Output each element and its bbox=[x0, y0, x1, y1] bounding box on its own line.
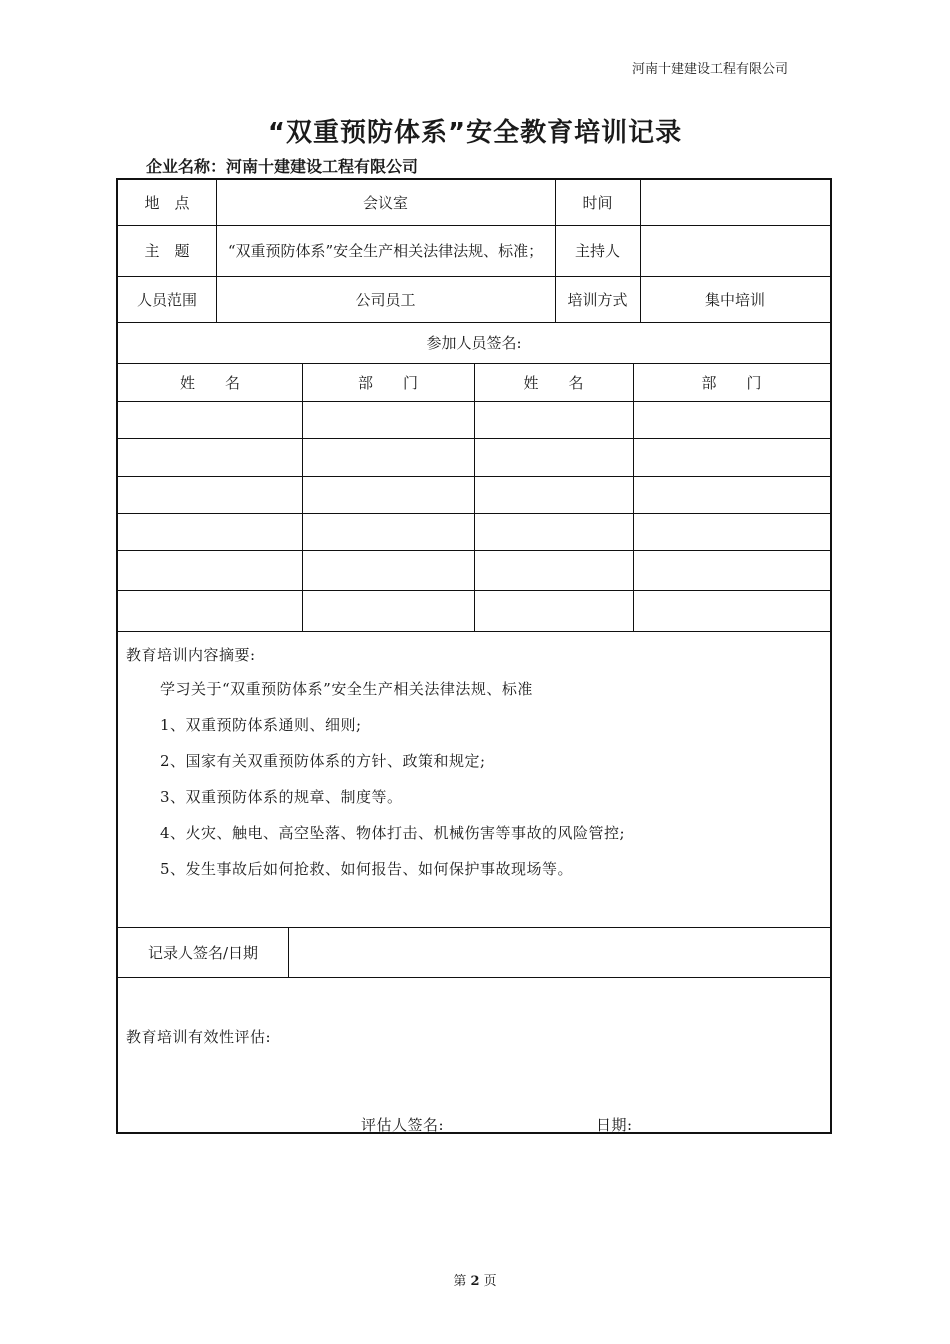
attendee-header-name: 姓 名 bbox=[523, 373, 584, 392]
summary-label: 教育培训内容摘要: bbox=[126, 646, 256, 664]
assessor-signature-label: 评估人签名: bbox=[361, 1116, 445, 1134]
attendee-header-department: 部 门 bbox=[357, 373, 418, 392]
attendee-name-cell[interactable] bbox=[118, 402, 302, 438]
summary-line: 5、发生事故后如何抢救、如何报告、如何保护事故现场等。 bbox=[160, 860, 574, 878]
scope-value[interactable]: 公司员工 bbox=[355, 290, 416, 309]
attendee-name-cell[interactable] bbox=[474, 439, 633, 476]
attendee-department-cell[interactable] bbox=[302, 402, 474, 438]
attendee-name-cell[interactable] bbox=[118, 514, 302, 550]
document-title: “双重预防体系”安全教育培训记录 bbox=[267, 118, 683, 148]
page-suffix: 页 bbox=[483, 1274, 497, 1289]
attendee-name-cell[interactable] bbox=[474, 551, 633, 590]
attendee-name-cell[interactable] bbox=[474, 514, 633, 550]
attendee-name-cell[interactable] bbox=[118, 477, 302, 513]
method-label: 培训方式 bbox=[567, 290, 628, 309]
location-value[interactable]: 会议室 bbox=[362, 193, 408, 212]
attendee-header-department: 部 门 bbox=[701, 373, 762, 392]
evaluation-label: 教育培训有效性评估: bbox=[126, 1028, 272, 1046]
recorder-signature-field[interactable] bbox=[288, 928, 830, 977]
time-label: 时间 bbox=[582, 193, 613, 212]
attendee-department-cell[interactable] bbox=[633, 439, 830, 476]
attendee-department-cell[interactable] bbox=[302, 477, 474, 513]
summary-line: 1、双重预防体系通则、细则; bbox=[160, 716, 362, 734]
host-label: 主持人 bbox=[574, 242, 620, 260]
host-value[interactable] bbox=[640, 226, 830, 276]
attendee-department-cell[interactable] bbox=[633, 402, 830, 438]
attendee-name-cell[interactable] bbox=[118, 439, 302, 476]
attendee-name-cell[interactable] bbox=[118, 591, 302, 631]
attendee-name-cell[interactable] bbox=[474, 402, 633, 438]
page-number-value: 2 bbox=[470, 1274, 480, 1289]
attendee-department-cell[interactable] bbox=[302, 551, 474, 590]
attendee-name-cell[interactable] bbox=[474, 477, 633, 513]
attendee-header-name: 姓 名 bbox=[179, 373, 240, 392]
attendee-department-cell[interactable] bbox=[302, 439, 474, 476]
recorder-label: 记录人签名/日期 bbox=[147, 943, 259, 962]
method-value[interactable]: 集中培训 bbox=[704, 290, 765, 309]
attendee-department-cell[interactable] bbox=[633, 514, 830, 550]
page-number bbox=[0, 1270, 950, 1289]
record-table bbox=[116, 178, 832, 1134]
scope-label: 人员范围 bbox=[136, 290, 197, 309]
topic-value[interactable]: “双重预防体系”安全生产相关法律法规、标准； bbox=[227, 242, 544, 260]
attendee-name-cell[interactable] bbox=[474, 591, 633, 631]
attendee-department-cell[interactable] bbox=[302, 514, 474, 550]
topic-label: 主 题 bbox=[144, 242, 190, 260]
attendee-department-cell[interactable] bbox=[302, 591, 474, 631]
header-company-name: 河南十建建设工程有限公司 bbox=[631, 62, 788, 77]
attendee-department-cell[interactable] bbox=[633, 591, 830, 631]
company-name-line: 企业名称：河南十建建设工程有限公司 bbox=[146, 157, 419, 176]
time-value[interactable] bbox=[640, 180, 830, 225]
page-prefix: 第 bbox=[453, 1274, 467, 1289]
attendees-title: 参加人员签名: bbox=[426, 334, 522, 352]
attendee-name-cell[interactable] bbox=[118, 551, 302, 590]
evaluation-date-label: 日期: bbox=[596, 1116, 633, 1134]
summary-line: 3、双重预防体系的规章、制度等。 bbox=[160, 788, 403, 806]
summary-line: 学习关于“双重预防体系”安全生产相关法律法规、标准 bbox=[160, 680, 533, 698]
location-label: 地 点 bbox=[144, 193, 190, 212]
summary-line: 2、国家有关双重预防体系的方针、政策和规定; bbox=[160, 752, 486, 770]
attendee-department-cell[interactable] bbox=[633, 551, 830, 590]
attendee-department-cell[interactable] bbox=[633, 477, 830, 513]
summary-line: 4、火灾、触电、高空坠落、物体打击、机械伤害等事故的风险管控; bbox=[160, 824, 626, 842]
